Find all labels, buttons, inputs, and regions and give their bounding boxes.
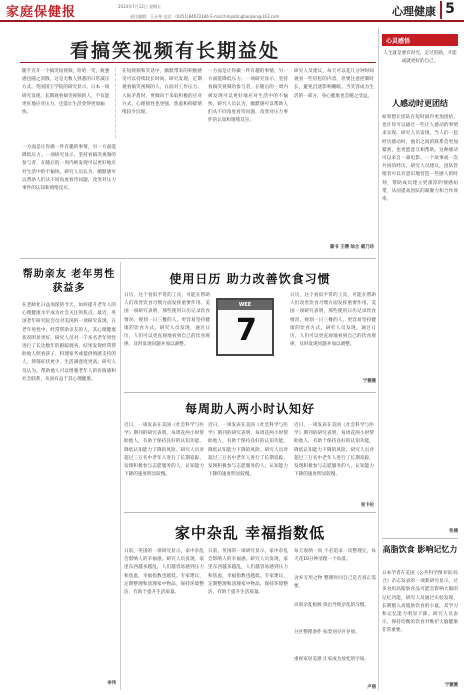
sidebar-box-head: 心灵感悟	[382, 34, 458, 46]
section2-title: 使用日历 助力改善饮食习惯	[169, 272, 331, 286]
section3-body-a: 近日，一项发表在美国《社会科学与医学》期刊的研究表明，每周花两小时帮助他人，有助于保持良好的认知功能，降低认知能力下降的风险。研究人员对超过三万名中老年人进行了长期追踪，发现积极参与志愿服务的人，认知能力下降的速度明显较慢。	[124, 423, 204, 478]
main-headline: 看搞笑视频有长期益处	[69, 40, 280, 62]
headline-rule	[20, 62, 376, 63]
section3-body-c: 近日，一项发表在美国《社会科学与医学》期刊的研究表明，每周花两小时帮助他人，有助于保持良好的认知功能，降低认知能力下降的风险。研究人员对超过三万名中老年人进行了长期追踪，发现积极参与志愿服务的人，认知能力下降的速度明显较慢。	[294, 423, 374, 478]
tip-item: 重视家居美感 让家成为放松的空间。	[294, 657, 369, 662]
section4-author: 卢丽	[367, 685, 376, 690]
section1-body: 在老龄化日益加深的今天，如何提升老年人的心理健康水平成为社会关注的焦点。最近，英国老年研究院会员对美国的一项研究发现，在老年男性中，经常帮助亲友的人，其心理健康状况明显更好。研究人员对一千多名老年男性进行了长达数年的跟踪调查，结果发现经常帮助他人照看孩子、料理家务或提供情感支持的人，抑郁症状更少，生活满意度更高。研究人员认为，帮助他人可以增强老年人的价值感和社会联系，从而有益于其心理健康。	[22, 303, 116, 382]
section-name: 心理健康	[392, 5, 436, 18]
section2-body-b: 日历，这个看似平常的工具，可能在帮助人们改善饮食习惯方面发挥重要作用。美国一项研究表明，那些使用日历记录饮食情况、规划一日三餐的人，更容易坚持健康的饮食方式。研究人员发现，通过日历，人们可以更直观地看到自己的饮食规律，及时发现问题并加以调整。	[290, 293, 376, 348]
divider	[124, 512, 376, 513]
tip-item: 识别杂乱根源 找出导致杂乱的习惯。	[294, 603, 369, 608]
newspaper-logo: 家庭保健报	[6, 5, 77, 20]
sidebar-body-2: 日本学者在美国《公共科学图书馆·综合》杂志发表的一项新研究显示，过多食用高脂肪食品可能会影响大脑的记忆功能。研究人员通过实验发现，长期摄入高脂肪饮食的小鼠，其学习和记忆能力明显下降。研究人员表示，保持均衡的饮食对维护大脑健康非常重要。	[382, 571, 458, 634]
column-divider	[120, 262, 121, 690]
section4-title: 家中杂乱 幸福指数低	[174, 524, 326, 542]
page-number: 5	[440, 1, 458, 19]
tip-item: 分区整理条件 按类别分区存放。	[294, 630, 360, 635]
section2-body-a: 日历，这个看似平常的工具，可能在帮助人们改善饮食习惯方面发挥重要作用。美国一项研究表明，那些使用日历记录饮食情况、规划一日三餐的人，更容易坚持健康的饮食方式。研究人员发现，通过日历，人们可以更直观地看到自己的饮食规律，及时发现问题并加以调整。	[124, 293, 210, 348]
sidebar-author-1: 张楠	[449, 529, 458, 534]
section3-title: 每周助人两小时认知好	[184, 402, 315, 416]
sidebar-box-body: 人生就是要有时光，走过的路，才能成就更好的自己。	[383, 51, 457, 64]
main-col-4: 研究人员建议，每天可以花几分钟时间观看一些轻松的内容，但要注意控制时长，避免沉迷影响睡眠。当笑容成为生活的一部分，身心健康也会随之受益。	[294, 69, 374, 99]
lead-paragraph: 随手点开一个搞笑短视频，哈哈一笑，疲惫感也随之消散。这是无数人熟悉的日常减压方式。英国国王学院的研究显示，日本一项研究发现，长期观看搞笑视频的人，不仅能更好地应对压力，还能让生活变得更加愉快。	[22, 68, 116, 138]
page-header	[0, 0, 464, 22]
section3-body-b: 近日，一项发表在美国《社会科学与医学》期刊的研究表明，每周花两小时帮助他人，有助于保持良好的认知功能，降低认知能力下降的风险。研究人员对超过三万名中老年人进行了长期追踪，发现积极参与志愿服务的人，认知能力下降的速度明显较慢。	[208, 423, 288, 478]
tip-item: 舍弃无用之物 整理时问自己是否真正需要。	[294, 576, 376, 590]
sidebar-divider	[378, 28, 379, 690]
main-col-2: 在短视频和笑话中，幽默带来的积极感受可以持续较长时间。研究发现，定期观看搞笑视频的人，在面对工作压力、人际矛盾时，更倾向于采取积极的应对方式，心理韧性也更强，焦虑和抑郁情绪较少出现。	[122, 69, 202, 116]
section1-author: 李伟	[107, 681, 116, 686]
section2-author: 宁薇薇	[362, 379, 376, 384]
calendar-header: WEE	[218, 300, 272, 310]
main-col-3: 一方面是让你做一件有趣的事情，另一方面能降低压力。一项研究显示，坚持看搞笑视频的参与者，在随后的一周内被发现可以更好地应对生活中的不愉快。研究人员认为，幽默感可以帮助人们从不同角度看待问题，改变对压力事件的认知和情绪反应。	[208, 69, 288, 124]
section3-author: 张卡伦	[360, 503, 374, 508]
sidebar-author-2: 宁薇薇	[444, 683, 458, 688]
divider	[382, 538, 458, 539]
section4-body-a: 日前，英国的一项研究显示，家中杂乱会影响人的幸福感。研究人员发现，家里东西越多越乱，人们越容易感到压力和焦虑，幸福指数也越低。专家建议，定期整理和清理家中物品，保持环境整洁，有助于提升生活质量。	[124, 549, 204, 596]
calendar-day: 7	[236, 313, 257, 348]
sidebar-title-2: 高脂饮食 影响记忆力	[382, 545, 458, 554]
section1-title: 帮助亲友 老年男性获益多	[22, 269, 116, 294]
section4-body-b: 日前，英国的一项研究显示，家中杂乱会影响人的幸福感。研究人员发现，家里东西越多越乱，人们越容易感到压力和焦虑，幸福指数也越低。专家建议，定期整理和清理家中物品，保持环境整洁，有助于提升生活质量。	[208, 549, 288, 596]
section4-tips	[294, 548, 376, 684]
issue-date: 2024年7月12日 星期五	[118, 4, 162, 9]
sidebar-title-1: 人感动时更团结	[392, 99, 448, 108]
editor-contact: 责任编辑：王永琴 电话：(0451)84672186 E-mail:hrbjiatingbaojian@163.com	[130, 14, 280, 19]
main-col-1: 一方面是让你做一件有趣的事情，另一方面能降低压力。一项研究显示，坚持看搞笑视频的参与者，在随后的一周内被发现可以更好地应对生活中的不愉快。研究人员认为，幽默感可以帮助人们从不同角度看待问题，改变对压力事件的认知和情绪反应。	[22, 145, 116, 192]
calendar-illustration	[216, 298, 274, 356]
tip-item: 每天收纳一角 不必追求一次整理完，每天花10分钟清理一个角落。	[294, 549, 376, 563]
divider	[20, 258, 376, 259]
sidebar-body-1: 如果想让团队在短时间内更加团结，也许你可以通过一些让人感动的事情来实现。研究人员发现，当人们一起经历感动时，他们之间的联系会更加紧密，也更愿意互相帮助。这种感动可以来自一部电影、一个故事或一次共同的经历。研究人员建议，团队管理者可以有意识地营造一些感人的时刻，帮助成员建立更深厚的情感纽带，从而提高团队的凝聚力和合作效率。	[382, 115, 458, 203]
divider	[124, 392, 376, 393]
main-author: 霍书 王缨 综合 鹤乃珍	[329, 245, 374, 250]
